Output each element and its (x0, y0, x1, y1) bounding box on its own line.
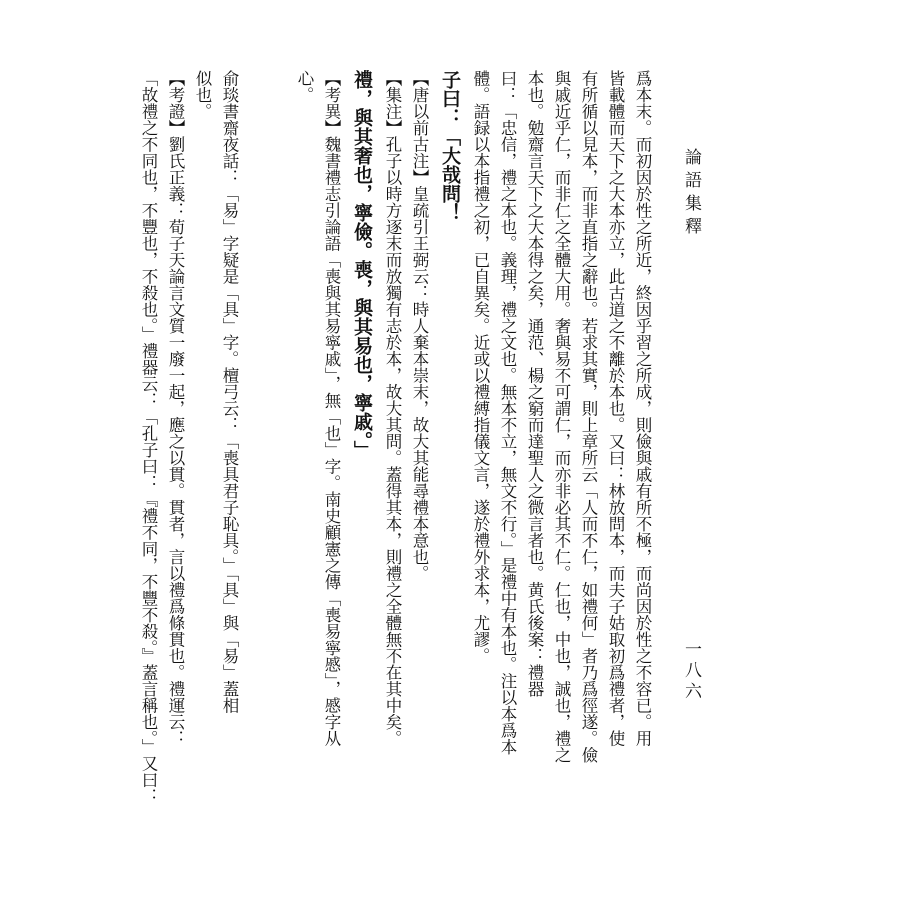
text-column-indented: 俞琰書齋夜話：「易」字疑是「具」字。檀弓云：「喪具君子恥具。」「具」與「易」蓋相 (220, 70, 239, 714)
text-column: 心。 (295, 70, 314, 103)
text-column: 爲本末。而初因於性之所近，終因乎習之所成，則儉與戚有所不極，而尚因於性之不容已。用 (633, 70, 652, 747)
text-column: 「故禮之不同也，不豐也，不殺也。」禮器云：「孔子曰：『禮不同，不豐不殺。』蓋言稱也。」又曰： (139, 70, 158, 805)
text-column: 與戚近乎仁，而非仁之全體大用。奢與易不可謂仁，而亦非必其不仁。仁也，中也，誠也，禮之 (552, 70, 571, 763)
commentary-ancient-notes: 【唐以前古注】皇疏引王弼云：時人棄本崇末，故大其能尋禮本意也。 (410, 70, 429, 582)
text-column: 有所循以見本，而非直指之辭也。若求其實，則上章所云「人而不仁，如禮何」者乃爲徑遂。儉 (579, 70, 598, 763)
commentary-evidence: 【考證】劉氏正義：荀子天論言文質一廢一起，應之以貫。貫者，言以禮爲條貫也。禮運云： (166, 70, 185, 747)
commentary-collected-notes: 【集注】孔子以時方逐末而放獨有志於本，故大其問。蓋得其本，則禮之全體無不在其中矣。 (383, 70, 402, 747)
text-column: 曰：「忠信，禮之本也。義理，禮之文也。無本不立，無文不行。」是禮中有本也。注以本爲本 (498, 70, 517, 755)
analects-passage-text: 禮，與其奢也，寧儉。喪，與其易也，寧戚。」 (351, 70, 373, 460)
running-header-title: 論語集釋 (681, 148, 701, 240)
text-column: 本也。勉齋言天下之大本得之矣，通范、楊之窮而達聖人之微言者也。黄氏後案：禮器 (525, 70, 544, 697)
text-column: 似也。 (193, 70, 212, 120)
text-column: 體。語録以本指禮之初，已自異矣。近或以禮縛指儀文言，遂於禮外求本，尤謬。 (471, 70, 490, 664)
analects-passage-heading: 子曰：「大哉問！ (439, 70, 461, 222)
page-number: 一八六 (681, 640, 701, 703)
vertical-text-body (139, 70, 656, 840)
commentary-variants: 【考異】魏書禮志引論語「喪與其易寧戚」，無「也」字。南史顧憲之傳「喪易寧慼」，慼字从 (322, 70, 341, 747)
text-column: 皆載體而天下之大本亦立，此古道之不離於本也。又曰：林放問本，而夫子姑取初爲禮者，使 (606, 70, 625, 747)
